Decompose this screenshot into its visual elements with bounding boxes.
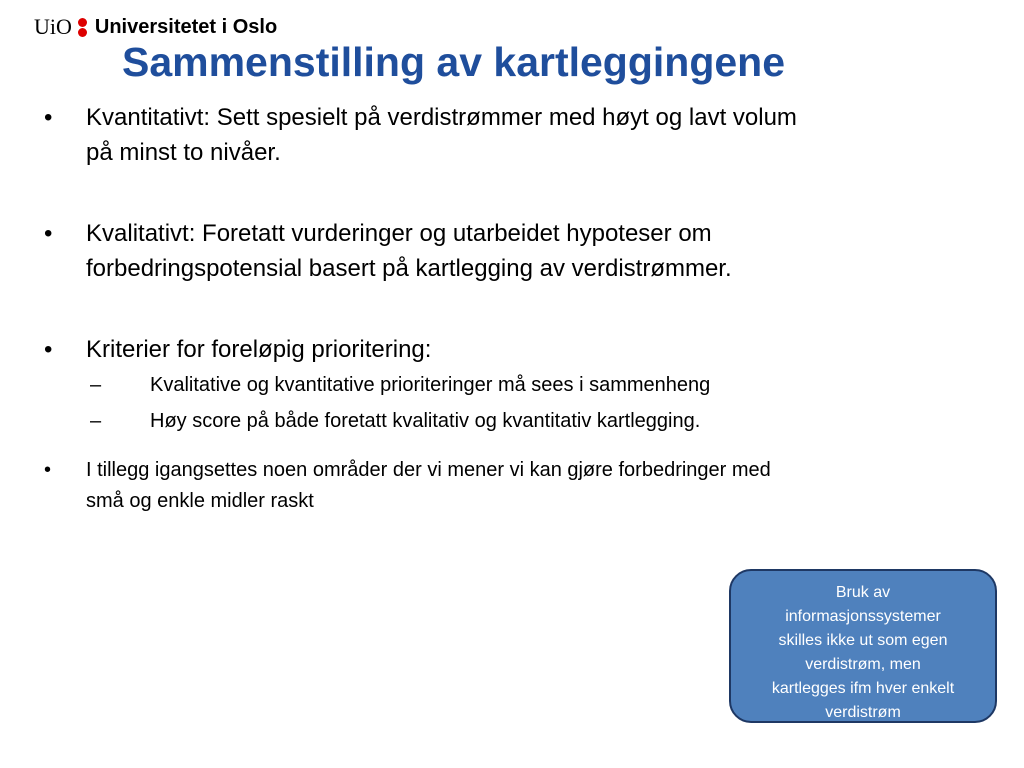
- bullet-line: Kvalitativt: Foretatt vurderinger og utarbeidet hypoteser om: [86, 220, 712, 247]
- bullet-item-additional: [44, 455, 984, 517]
- note-line: kartlegges ifm hver enkelt: [771, 680, 955, 697]
- logo-mark-icon: [77, 16, 89, 38]
- note-line: Bruk av: [835, 584, 891, 601]
- bullet-item-qualitative: [44, 216, 984, 286]
- note-line: verdistrøm, men: [805, 656, 921, 673]
- note-line: verdistrøm: [825, 704, 901, 721]
- logo-university-name: Universitetet i Oslo: [94, 15, 278, 38]
- note-line: informasjonssystemer: [785, 608, 941, 625]
- sub-item-combined-priorities: [44, 367, 984, 403]
- bullet-marker: •: [44, 104, 53, 131]
- criteria-sublist: [44, 367, 984, 439]
- sub-item-text: Kvalitative og kvantitative prioriteringer må sees i sammenheng: [150, 374, 711, 396]
- bullet-line: små og enkle midler raskt: [86, 490, 314, 512]
- bullet-marker: •: [44, 459, 52, 481]
- bullet-marker: •: [44, 220, 53, 247]
- bullet-list: [44, 100, 984, 517]
- bullet-line: forbedringspotensial basert på kartlegging av verdistrømmer.: [86, 255, 732, 282]
- bullet-line: I tillegg igangsettes noen områder der vi mener vi kan gjøre forbedringer med: [86, 459, 771, 481]
- sub-marker: –: [90, 374, 102, 396]
- note-line: skilles ikke ut som egen: [778, 632, 948, 649]
- bullet-line: på minst to nivåer.: [86, 139, 281, 166]
- sub-marker: –: [90, 410, 102, 432]
- bullet-line: Kvantitativt: Sett spesielt på verdistrømmer med høyt og lavt volum: [86, 104, 797, 131]
- bullet-line: Kriterier for foreløpig prioritering:: [86, 336, 432, 363]
- sub-item-high-score: [44, 403, 984, 439]
- logo-uio-text: UiO: [34, 14, 72, 39]
- bullet-item-criteria: [44, 332, 984, 367]
- sub-item-text: Høy score på både foretatt kvalitativ og kvantitativ kartlegging.: [150, 410, 701, 432]
- bullet-marker: •: [44, 336, 53, 363]
- bullet-item-quantitative: [44, 100, 984, 170]
- slide-title: Sammenstilling av kartleggingene: [122, 39, 786, 85]
- note-callout-box: [729, 569, 997, 723]
